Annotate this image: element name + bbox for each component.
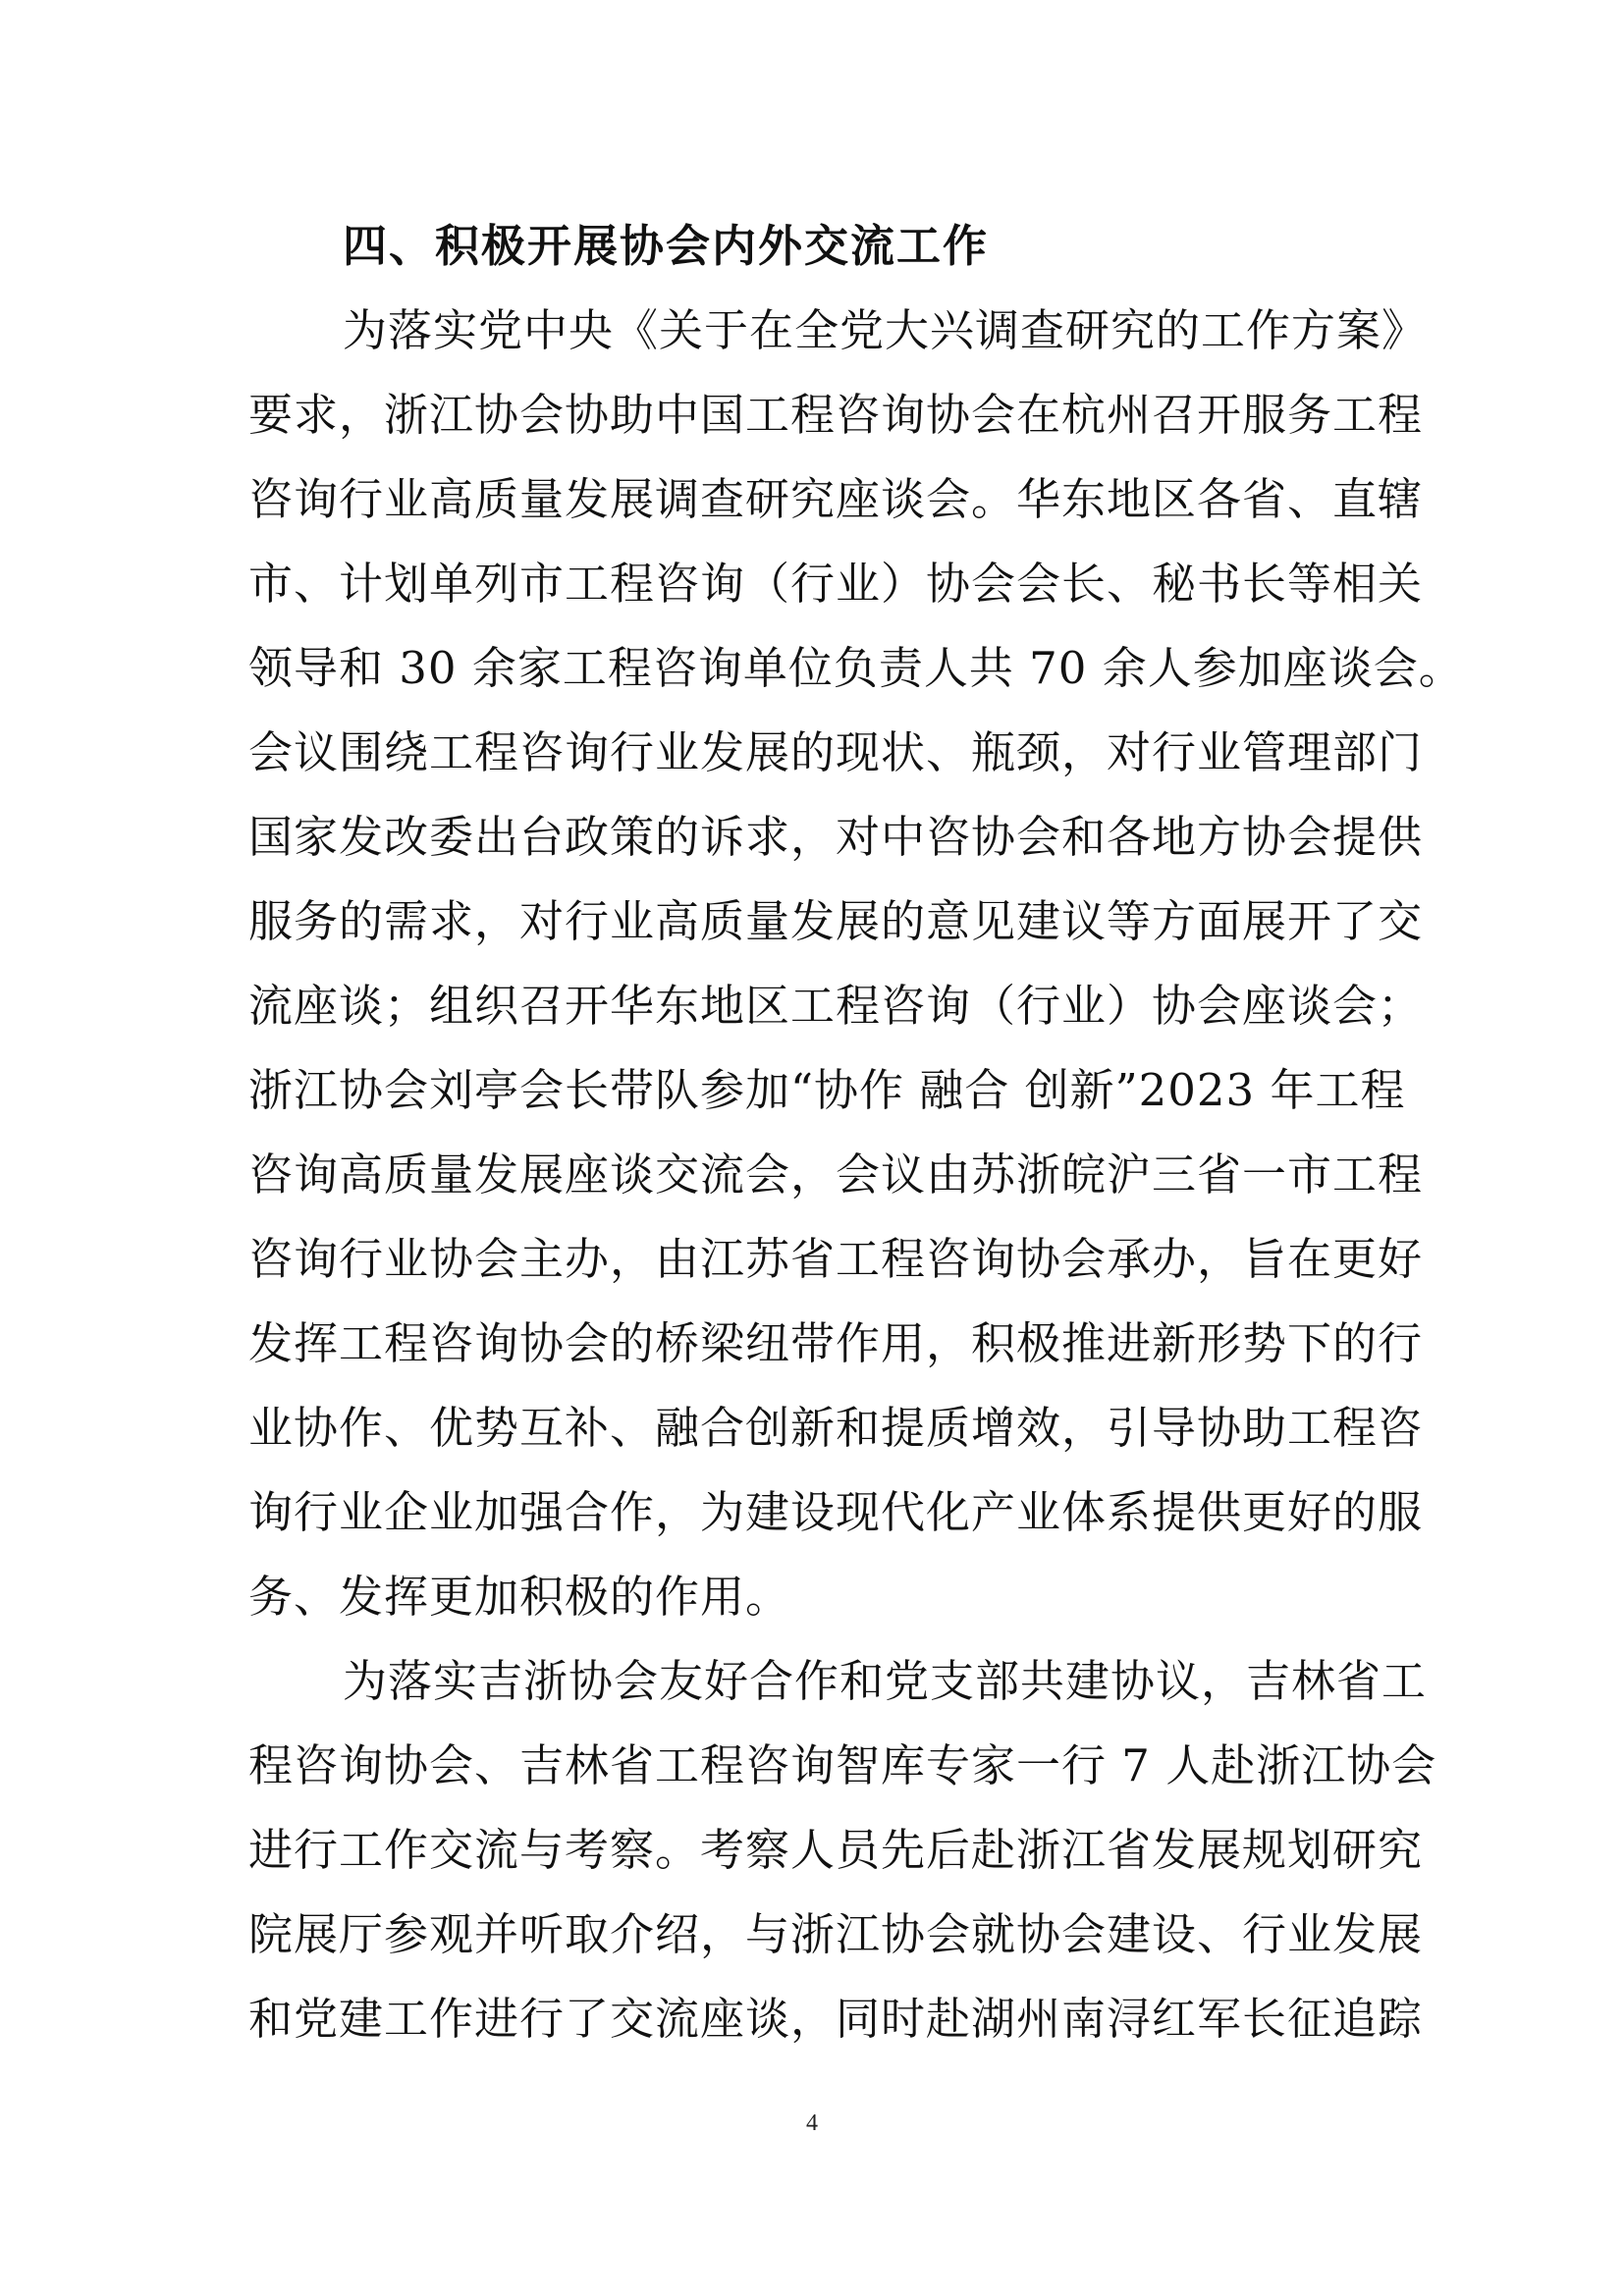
paragraph-line: 咨询高质量发展座谈交流会，会议由苏浙皖沪三省一市工程 — [248, 1148, 1424, 1201]
paragraph-line: 咨询行业协会主办，由江苏省工程咨询协会承办，旨在更好 — [248, 1233, 1424, 1285]
document-body — [248, 204, 1464, 2061]
paragraph-line: 市、计划单列市工程咨询（行业）协会会长、秘书长等相关 — [248, 558, 1424, 610]
paragraph-line: 进行工作交流与考察。考察人员先后赴浙江省发展规划研究 — [248, 1824, 1424, 1876]
paragraph-line: 和党建工作进行了交流座谈，同时赴湖州南浔红军长征追踪 — [248, 1993, 1424, 2045]
page-number: 4 — [806, 2110, 818, 2136]
paragraph-line: 要求，浙江协会协助中国工程咨询协会在杭州召开服务工程 — [248, 389, 1424, 441]
paragraph-line: 为落实党中央《关于在全党大兴调查研究的工作方案》 — [343, 304, 1428, 356]
paragraph-line: 国家发改委出台政策的诉求，对中咨协会和各地方协会提供 — [248, 811, 1424, 863]
paragraph-line: 流座谈；组织召开华东地区工程咨询（行业）协会座谈会； — [248, 980, 1424, 1032]
paragraph-1 — [248, 289, 1464, 1639]
paragraph-2 — [248, 1639, 1437, 2061]
paragraph-line: 为落实吉浙协会友好合作和党支部共建协议，吉林省工 — [343, 1655, 1428, 1707]
paragraph-line: 会议围绕工程咨询行业发展的现状、瓶颈，对行业管理部门 — [248, 726, 1424, 778]
paragraph-line: 领导和 30 余家工程咨询单位负责人共 70 余人参加座谈会。 — [248, 642, 1464, 694]
paragraph-line: 业协作、优势互补、融合创新和提质增效，引导协助工程咨 — [248, 1402, 1424, 1454]
paragraph-line: 询行业企业加强合作，为建设现代化产业体系提供更好的服 — [248, 1486, 1424, 1538]
paragraph-line: 发挥工程咨询协会的桥梁纽带作用，积极推进新形势下的行 — [248, 1317, 1424, 1369]
paragraph-line: 务、发挥更加积极的作用。 — [248, 1571, 791, 1623]
paragraph-line: 程咨询协会、吉林省工程咨询智库专家一行 7 人赴浙江协会 — [248, 1739, 1437, 1791]
paragraph-line: 咨询行业高质量发展调查研究座谈会。华东地区各省、直辖 — [248, 473, 1424, 525]
paragraph-line: 服务的需求，对行业高质量发展的意见建议等方面展开了交 — [248, 895, 1424, 947]
paragraph-line: 浙江协会刘亭会长带队参加“协作 融合 创新”2023 年工程 — [248, 1064, 1406, 1116]
paragraph-line: 院展厅参观并听取介绍，与浙江协会就协会建设、行业发展 — [248, 1908, 1424, 1960]
section-heading: 四、积极开展协会内外交流工作 — [343, 220, 990, 272]
